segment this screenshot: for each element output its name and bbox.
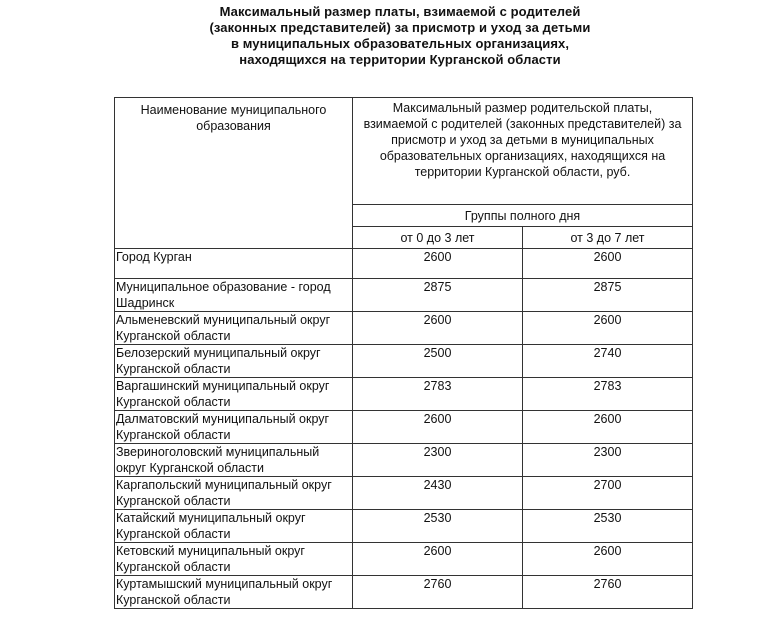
municipality-name: Далматовский муниципальный округ Курганской области bbox=[115, 411, 353, 444]
fee-age-0-3: 2500 bbox=[353, 345, 523, 378]
municipality-name: Муниципальное образование - город Шадринск bbox=[115, 279, 353, 312]
municipality-name: Звериноголовский муниципальный округ Курганской области bbox=[115, 444, 353, 477]
fee-table bbox=[114, 97, 693, 609]
fee-age-3-7: 2600 bbox=[523, 249, 693, 279]
fee-age-3-7: 2875 bbox=[523, 279, 693, 312]
fee-age-0-3: 2430 bbox=[353, 477, 523, 510]
fee-age-3-7: 2530 bbox=[523, 510, 693, 543]
table-row bbox=[115, 576, 693, 609]
municipality-name: Катайский муниципальный округ Курганской области bbox=[115, 510, 353, 543]
fee-age-0-3: 2600 bbox=[353, 411, 523, 444]
fee-age-0-3: 2600 bbox=[353, 312, 523, 345]
table-header-row bbox=[115, 98, 693, 205]
header-municipality: Наименование муниципального образования bbox=[115, 98, 353, 249]
fee-age-0-3: 2300 bbox=[353, 444, 523, 477]
table-row bbox=[115, 444, 693, 477]
title-line: находящихся на территории Курганской области bbox=[239, 52, 561, 67]
fee-age-3-7: 2700 bbox=[523, 477, 693, 510]
fee-age-0-3: 2530 bbox=[353, 510, 523, 543]
fee-age-3-7: 2760 bbox=[523, 576, 693, 609]
municipality-name: Варгашинский муниципальный округ Курганской области bbox=[115, 378, 353, 411]
table-row bbox=[115, 543, 693, 576]
header-age-3-7: от 3 до 7 лет bbox=[523, 227, 693, 249]
table-row bbox=[115, 411, 693, 444]
municipality-name: Альменевский муниципальный округ Курганской области bbox=[115, 312, 353, 345]
fee-age-0-3: 2760 bbox=[353, 576, 523, 609]
municipality-name: Каргапольский муниципальный округ Курганской области bbox=[115, 477, 353, 510]
fee-age-0-3: 2783 bbox=[353, 378, 523, 411]
fee-age-3-7: 2600 bbox=[523, 543, 693, 576]
fee-age-3-7: 2740 bbox=[523, 345, 693, 378]
municipality-name: Белозерский муниципальный округ Курганской области bbox=[115, 345, 353, 378]
fee-age-0-3: 2600 bbox=[353, 249, 523, 279]
municipality-name: Куртамышский муниципальный округ Курганской области bbox=[115, 576, 353, 609]
fee-age-3-7: 2783 bbox=[523, 378, 693, 411]
table-row bbox=[115, 279, 693, 312]
title-line: в муниципальных образовательных организациях, bbox=[230, 36, 570, 51]
municipality-name: Город Курган bbox=[115, 249, 353, 279]
table-row bbox=[115, 378, 693, 411]
fee-age-3-7: 2600 bbox=[523, 411, 693, 444]
municipality-name: Кетовский муниципальный округ Курганской области bbox=[115, 543, 353, 576]
header-age-0-3: от 0 до 3 лет bbox=[353, 227, 523, 249]
table-row bbox=[115, 510, 693, 543]
header-full-day-groups: Группы полного дня bbox=[353, 205, 693, 227]
document-title bbox=[120, 4, 680, 68]
fee-age-3-7: 2300 bbox=[523, 444, 693, 477]
table-row bbox=[115, 477, 693, 510]
fee-age-0-3: 2875 bbox=[353, 279, 523, 312]
fee-age-0-3: 2600 bbox=[353, 543, 523, 576]
fee-age-3-7: 2600 bbox=[523, 312, 693, 345]
title-line: Максимальный размер платы, взимаемой с родителей bbox=[219, 4, 581, 19]
table-row bbox=[115, 312, 693, 345]
title-line: (законных представителей) за присмотр и уход за детьми bbox=[209, 20, 591, 35]
header-max-fee: Максимальный размер родительской платы, взимаемой с родителей (законных представителей) за присмотр и уход за детьми в муниципальных образовательных организациях, находящихся на территории Курганской области, руб. bbox=[353, 98, 693, 205]
table-row bbox=[115, 249, 693, 279]
table-row bbox=[115, 345, 693, 378]
